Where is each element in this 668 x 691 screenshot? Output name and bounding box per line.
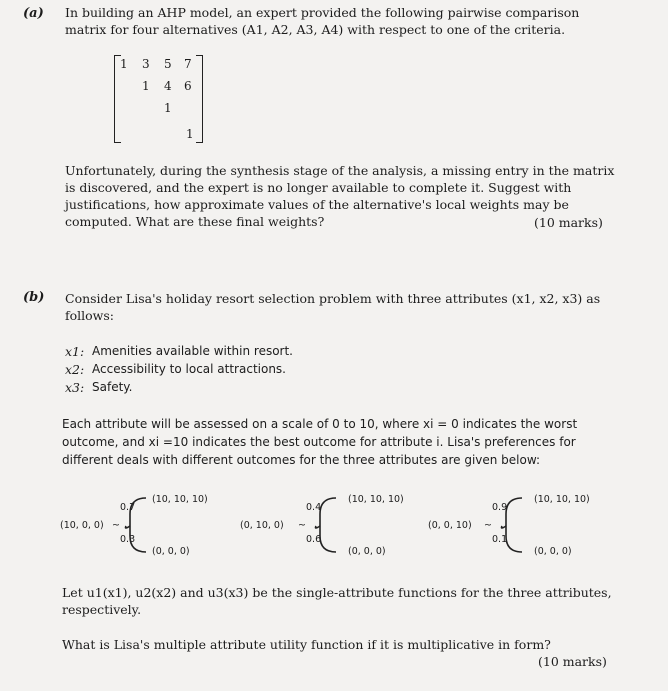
matrix-r1c3: 5 [164,57,172,71]
lottery-1-tilde: ~ [112,520,120,531]
matrix-r3c3: 1 [164,101,172,115]
lottery-3 [428,490,628,560]
part-b-desc-line3: different deals with different outcomes for the three attributes are given below: [62,453,541,467]
lottery-1-best: (10, 10, 10) [152,494,208,505]
lottery-3-tilde: ~ [484,520,492,531]
matrix-r2c4: 6 [184,79,192,93]
part-a-question-line2: is discovered, and the expert is no longer available to complete it. Suggest with [65,180,572,195]
attr-3-desc: Safety. [92,380,133,394]
lottery-3-fork [498,490,528,560]
part-b-intro-line1: Consider Lisa's holiday resort selection problem with three attributes (x1, x2, x3) as [65,291,601,306]
lottery-2 [240,490,430,560]
attr-1-symbol: x1: [65,344,85,359]
part-b-marks: (10 marks) [538,654,607,669]
pairwise-matrix [114,55,204,145]
attr-3-symbol: x3: [65,380,85,395]
part-a-question-line4: computed. What are these final weights? [65,214,325,229]
matrix-r1c2: 3 [142,57,150,71]
lottery-1-p-best: 0.7 [120,502,136,513]
matrix-r4c4: 1 [186,127,194,141]
lottery-1-fork [122,490,152,560]
lottery-2-p-worst: 0.6 [306,534,322,545]
lottery-2-worst: (0, 0, 0) [348,546,386,557]
lottery-1 [60,490,250,560]
matrix-r1c4: 7 [184,57,192,71]
lottery-2-best: (10, 10, 10) [348,494,404,505]
lottery-1-p-worst: 0.3 [120,534,136,545]
part-a-label: (a) [23,6,44,21]
lottery-2-fork [312,490,342,560]
lottery-3-worst: (0, 0, 0) [534,546,572,557]
part-b-let-line1: Let u1(x1), u2(x2) and u3(x3) be the single-attribute functions for the three attributes, [62,585,612,600]
part-b-desc-line1: Each attribute will be assessed on a scale of 0 to 10, where xi = 0 indicates the worst [62,417,578,431]
part-a-marks: (10 marks) [534,215,603,230]
lottery-1-certain: (10, 0, 0) [60,520,104,531]
lottery-3-best: (10, 10, 10) [534,494,590,505]
part-b-desc-line2: outcome, and xi =10 indicates the best outcome for attribute i. Lisa's preferences for [62,435,576,449]
attr-2-desc: Accessibility to local attractions. [92,362,286,376]
attr-1-desc: Amenities available within resort. [92,344,293,358]
part-b-let-line2: respectively. [62,602,142,617]
lottery-2-certain: (0, 10, 0) [240,520,284,531]
lottery-3-certain: (0, 0, 10) [428,520,472,531]
lottery-2-p-best: 0.4 [306,502,322,513]
matrix-r2c2: 1 [142,79,150,93]
attr-2-symbol: x2: [65,362,85,377]
matrix-r2c3: 4 [164,79,172,93]
part-b-label: (b) [23,290,45,305]
part-a-question-line1: Unfortunately, during the synthesis stage of the analysis, a missing entry in the matrix [65,163,615,178]
part-a-intro-line1: In building an AHP model, an expert provided the following pairwise comparison [65,5,580,20]
part-b-question: What is Lisa's multiple attribute utility function if it is multiplicative in form? [62,637,551,652]
lottery-3-p-best: 0.9 [492,502,508,513]
part-b-intro-line2: follows: [65,308,114,323]
lottery-3-p-worst: 0.1 [492,534,508,545]
matrix-right-bracket [196,55,203,143]
matrix-r1c1: 1 [120,57,128,71]
part-a-intro-line2: matrix for four alternatives (A1, A2, A3, A4) with respect to one of the criteria. [65,22,566,37]
part-a-question-line3: justifications, how approximate values of the alternative's local weights may be [65,197,569,212]
lottery-2-tilde: ~ [298,520,306,531]
lottery-1-worst: (0, 0, 0) [152,546,190,557]
